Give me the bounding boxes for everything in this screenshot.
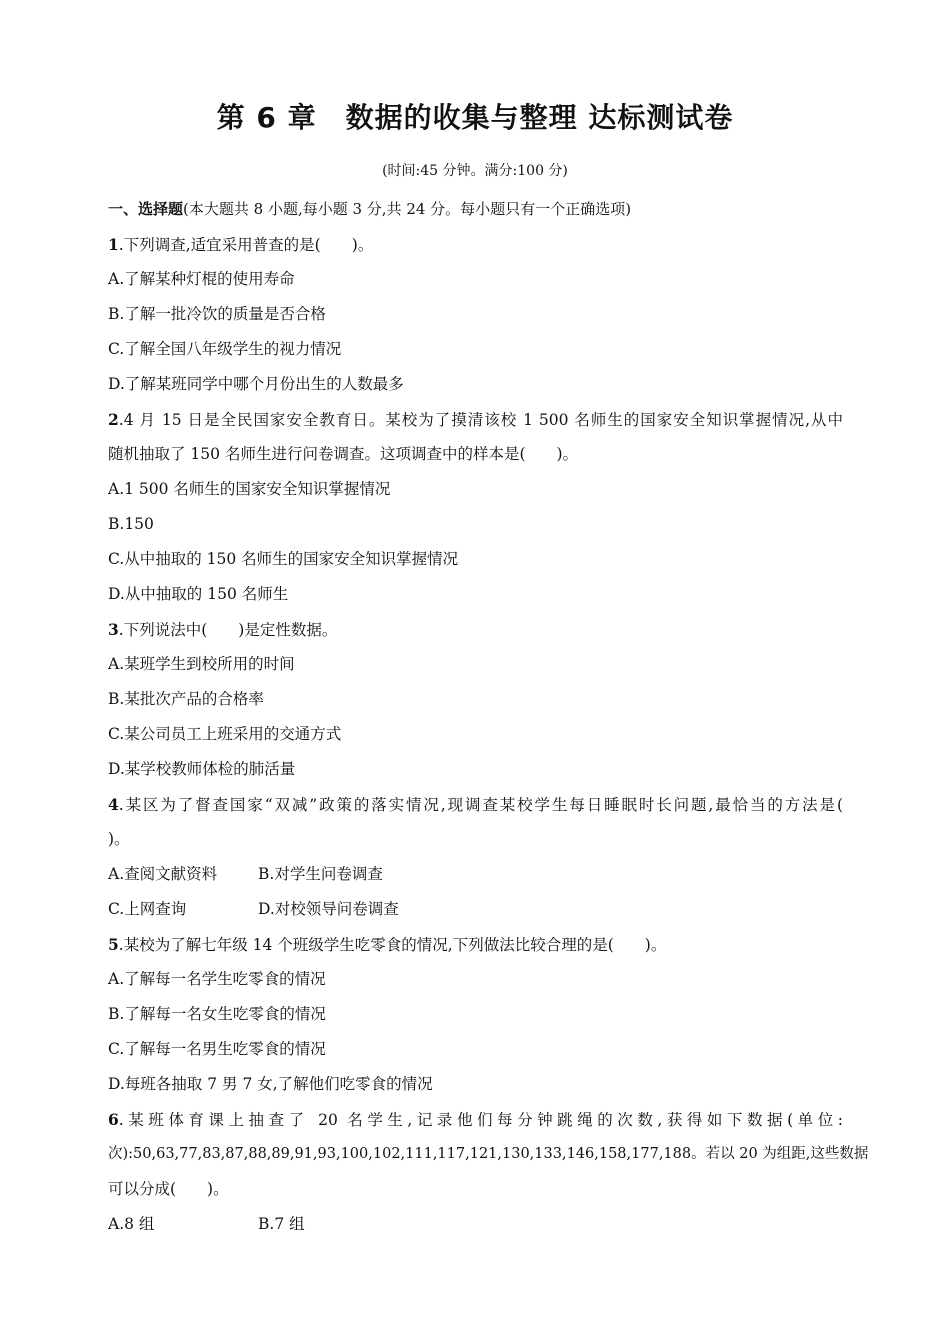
option-row — [108, 1207, 843, 1242]
option-b: B.150 — [108, 515, 154, 533]
option-row — [108, 892, 843, 927]
page-title: 第 6 章 数据的收集与整理 达标测试卷 — [216, 101, 734, 134]
question-number: 1 — [108, 235, 119, 254]
option-d: D.每班各抽取 7 男 7 女,了解他们吃零食的情况 — [108, 1075, 433, 1093]
question-4 — [108, 787, 843, 822]
section-heading: 一、选择题 — [108, 200, 184, 218]
question-2 — [108, 402, 843, 437]
option-b: B.对学生问卷调查 — [258, 865, 383, 883]
question-data-line: 次):50,63,77,83,87,88,89,91,93,100,102,111,117,121,130,133,146,158,177,188。若以 20 为组距,这些数据 — [108, 1146, 869, 1162]
question-number: 2 — [108, 410, 119, 429]
section-note: (本大题共 8 小题,每小题 3 分,共 24 分。每小题只有一个正确选项) — [183, 200, 632, 218]
question-5 — [108, 927, 843, 962]
option-d: D.了解某班同学中哪个月份出生的人数最多 — [108, 375, 404, 393]
question-text-continued: )。 — [108, 830, 130, 848]
exam-info: (时间:45 分钟。满分:100 分) — [382, 163, 568, 179]
question-text: .4 月 15 日是全民国家安全教育日。某校为了摸清该校 1 500 名师生的国家安全知识掌握情况,从中 — [118, 411, 843, 429]
question-1 — [108, 227, 843, 262]
option-c: C.某公司员工上班采用的交通方式 — [108, 725, 342, 743]
question-number: 3 — [108, 620, 119, 639]
question-text: .某区为了督查国家“双减”政策的落实情况,现调查某校学生每日睡眠时长问题,最恰当的方法是( — [118, 796, 843, 814]
option-a: A.某班学生到校所用的时间 — [108, 655, 295, 673]
question-text: .某校为了解七年级 14 个班级学生吃零食的情况,下列做法比较合理的是( )。 — [118, 936, 667, 954]
option-d: D.对校领导问卷调查 — [258, 900, 399, 918]
question-3 — [108, 612, 843, 647]
option-b: B.了解一批冷饮的质量是否合格 — [108, 305, 326, 323]
option-a: A.查阅文献资料 — [108, 865, 218, 883]
question-list — [108, 192, 869, 1242]
option-c: C.了解全国八年级学生的视力情况 — [108, 340, 342, 358]
question-number: 6 — [108, 1110, 119, 1129]
option-a: A.了解每一名学生吃零食的情况 — [108, 970, 326, 988]
option-c: C.上网查询 — [108, 900, 187, 918]
question-number: 4 — [108, 795, 119, 814]
question-6 — [108, 1102, 843, 1137]
question-text: .下列调查,适宜采用普查的是( )。 — [118, 236, 374, 254]
option-a: A.8 组 — [108, 1215, 155, 1233]
question-text-continued: 可以分成( )。 — [108, 1180, 229, 1198]
option-c: C.从中抽取的 150 名师生的国家安全知识掌握情况 — [108, 550, 459, 568]
option-a: A.1 500 名师生的国家安全知识掌握情况 — [108, 480, 391, 498]
section-header — [108, 192, 843, 227]
option-a: A.了解某种灯棍的使用寿命 — [108, 270, 295, 288]
question-text: .下列说法中( )是定性数据。 — [118, 621, 338, 639]
option-b: B.了解每一名女生吃零食的情况 — [108, 1005, 326, 1023]
option-b: B.某批次产品的合格率 — [108, 690, 264, 708]
question-text-continued: 随机抽取了 150 名师生进行问卷调查。这项调查中的样本是( )。 — [108, 445, 579, 463]
option-c: C.了解每一名男生吃零食的情况 — [108, 1040, 326, 1058]
question-number: 5 — [108, 935, 119, 954]
question-text: .某班体育课上抽查了 20 名学生,记录他们每分钟跳绳的次数,获得如下数据(单位: — [118, 1111, 843, 1129]
option-b: B.7 组 — [258, 1215, 305, 1233]
option-d: D.某学校教师体检的肺活量 — [108, 760, 296, 778]
option-row — [108, 857, 843, 892]
option-d: D.从中抽取的 150 名师生 — [108, 585, 289, 603]
